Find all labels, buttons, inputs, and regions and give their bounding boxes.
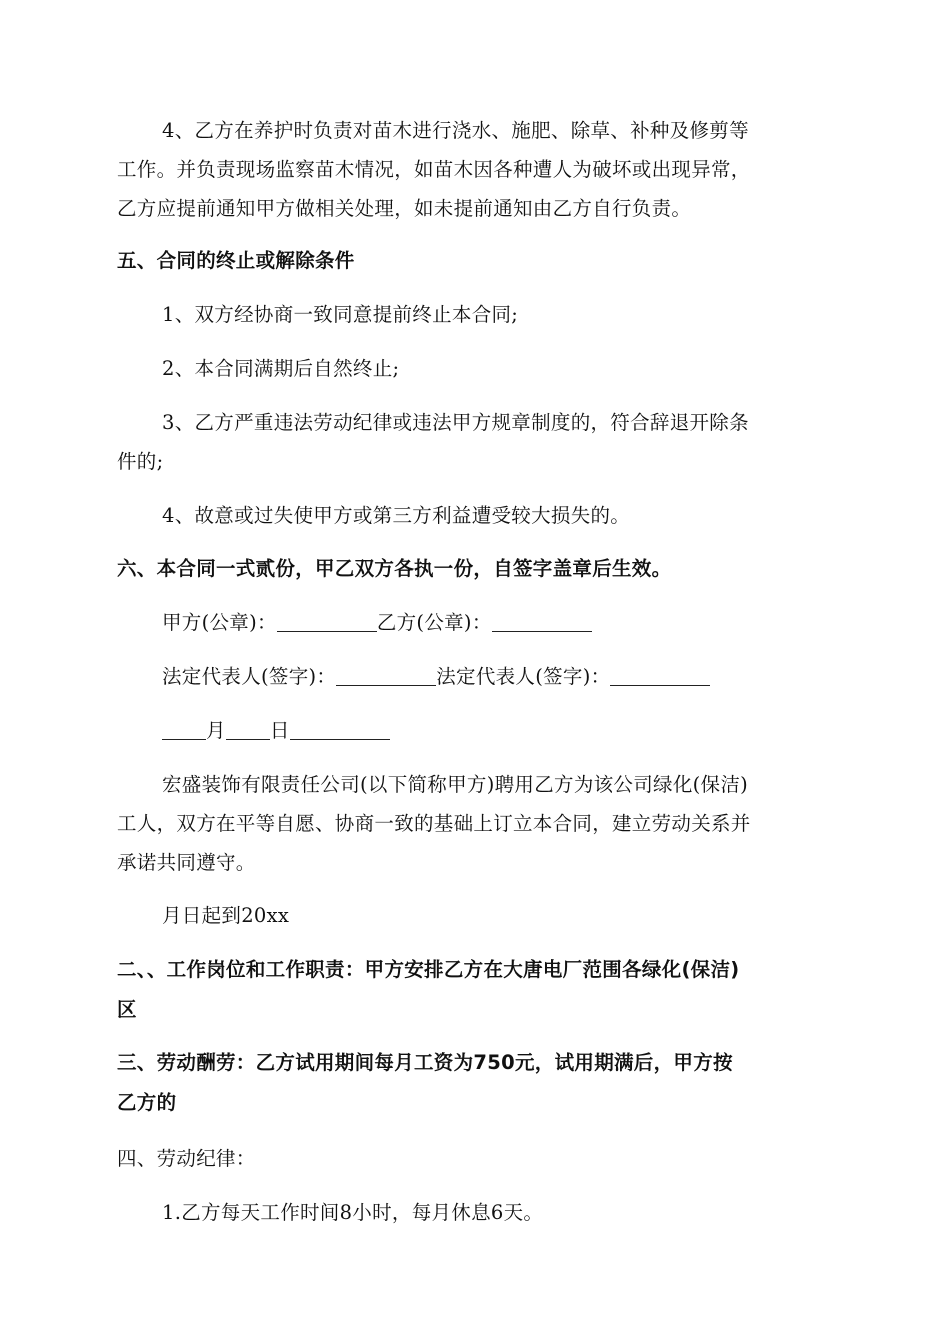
date-blank (290, 738, 390, 740)
section-heading-plain: 四、劳动纪律： (117, 1147, 256, 1170)
day-label: 日 (269, 719, 290, 742)
signature-seal-line (162, 603, 882, 643)
section-heading: 五、合同的终止或解除条件 (117, 249, 355, 272)
list-item: 3、乙方严重违法劳动纪律或违法甲方规章制度的，符合辞退开除条 (162, 411, 749, 434)
rep-b-label: 法定代表人(签字)： (436, 665, 611, 688)
signature-blank (336, 684, 436, 686)
section-heading-continuation: 乙方的 (117, 1091, 177, 1114)
section-heading: 六、本合同一式贰份，甲乙双方各执一份，自签字盖章后生效。 (117, 557, 672, 580)
party-a-seal-label: 甲方(公章)： (162, 611, 277, 634)
list-item-continuation: 件的; (117, 450, 164, 473)
list-item: 1.乙方每天工作时间8小时，每月休息6天。 (162, 1201, 544, 1224)
date-line (162, 711, 882, 751)
signature-blank (492, 630, 592, 632)
list-item: 4、故意或过失使甲方或第三方利益遭受较大损失的。 (162, 504, 631, 527)
section-heading: 三、劳动酬劳：乙方试用期间每月工资为750元，试用期满后，甲方按 (117, 1051, 733, 1074)
paragraph-line: 工作。并负责现场监察苗木情况，如苗木因各种遭人为破坏或出现异常， (117, 158, 751, 181)
signature-blank (610, 684, 710, 686)
party-b-seal-label: 乙方(公章)： (376, 611, 492, 634)
signature-representative-line (162, 657, 882, 697)
paragraph-line: 宏盛装饰有限责任公司(以下简称甲方)聘用乙方为该公司绿化(保洁) (162, 773, 749, 796)
rep-a-label: 法定代表人(签字)： (162, 665, 337, 688)
list-item: 1、双方经协商一致同意提前终止本合同; (162, 303, 519, 326)
paragraph-line: 乙方应提前通知甲方做相关处理，如未提前通知由乙方自行负责。 (117, 197, 692, 220)
list-item: 2、本合同满期后自然终止; (162, 357, 400, 380)
section-heading-continuation: 区 (117, 998, 137, 1021)
paragraph-line: 工人，双方在平等自愿、协商一致的基础上订立本合同，建立劳动关系并 (117, 812, 751, 835)
date-blank (226, 738, 270, 740)
signature-blank (277, 630, 377, 632)
paragraph-line: 月日起到20xx (162, 904, 290, 927)
date-blank (162, 738, 206, 740)
paragraph-line: 承诺共同遵守。 (117, 851, 256, 874)
month-label: 月 (206, 719, 226, 742)
paragraph-line: 4、乙方在养护时负责对苗木进行浇水、施肥、除草、补种及修剪等 (162, 119, 749, 142)
section-heading: 二、、工作岗位和工作职责：甲方安排乙方在大唐电厂范围各绿化(保洁) (117, 958, 740, 981)
